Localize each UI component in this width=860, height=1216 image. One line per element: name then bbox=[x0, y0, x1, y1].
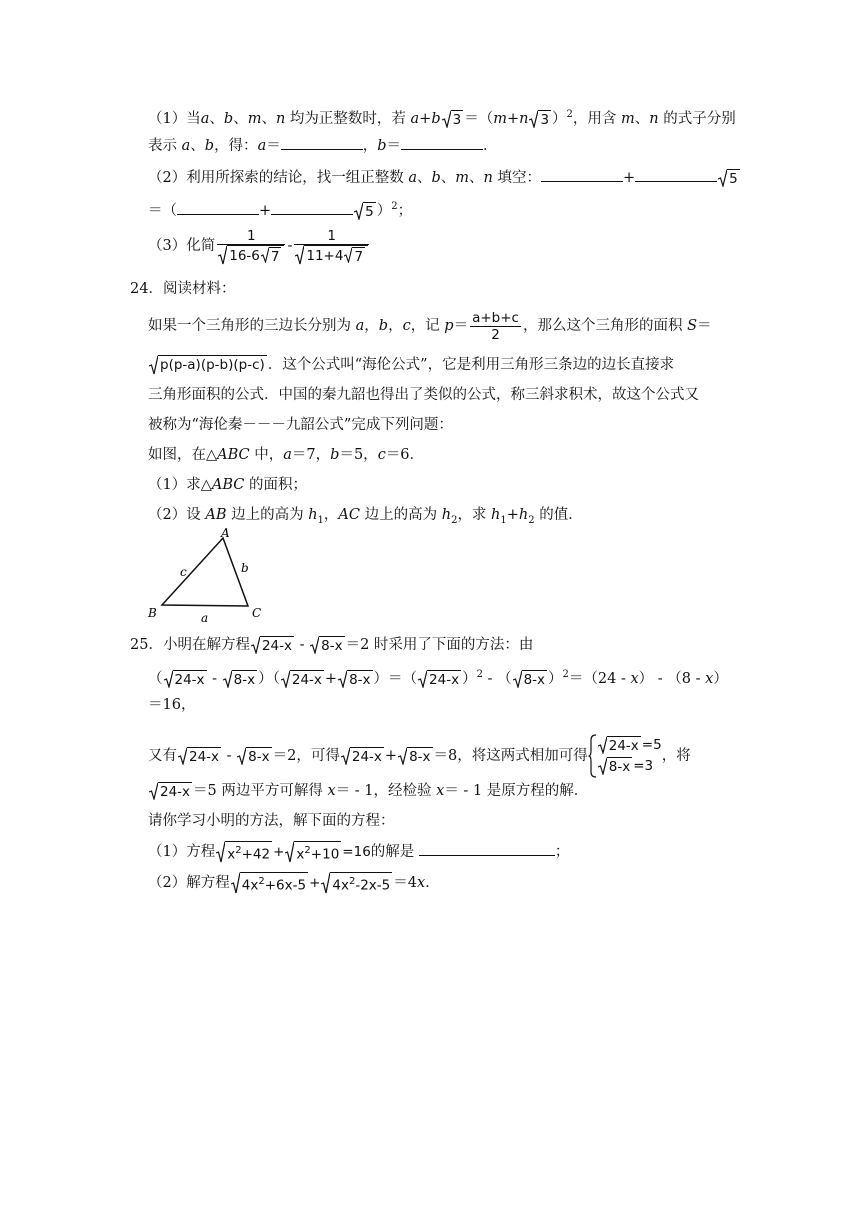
q24-line4: 被称为“海伦秦－－－九韶公式”完成下列问题： bbox=[148, 417, 453, 433]
answer-blank-4[interactable] bbox=[271, 199, 353, 215]
radical: 5 bbox=[354, 202, 376, 220]
q25-line3: ＝16， bbox=[148, 697, 196, 713]
q25-line1: 25．小明在解方程 24-x - 8-x ＝2 时采用了下面的方法：由 bbox=[130, 637, 534, 654]
fraction-2: 1 11+4 7 bbox=[294, 228, 369, 265]
answer-blank-3[interactable] bbox=[177, 199, 259, 215]
q24-line5: 如图，在△ABC 中，a＝7，b＝5，c＝6． bbox=[148, 447, 425, 463]
q24-line3: 三角形面积的公式．中国的秦九韶也得出了类似的公式，称三斜求积术，故这个公式又 bbox=[148, 387, 699, 403]
side-c-label: c bbox=[180, 565, 187, 579]
vertex-c-label: C bbox=[252, 606, 262, 620]
q24-line2: p(p-a)(p-b)(p-c) ．这个公式叫“海伦公式”，它是利用三角形三条边的边长直接求 bbox=[148, 354, 674, 376]
q25-line4: 又有 24-x - 8-x ＝2，可得 24-x + 8-x ＝8，将这两式相加可得 24-x =5 8-x =3 ，将 bbox=[148, 732, 691, 780]
answer-blank-1[interactable] bbox=[541, 166, 623, 182]
side-a-label: a bbox=[201, 611, 209, 625]
q24-title: 24．阅读材料： bbox=[130, 281, 236, 297]
radical-heron: p(p-a)(p-b)(p-c) bbox=[149, 355, 267, 375]
vertex-b-label: B bbox=[148, 606, 157, 620]
side-b-label: b bbox=[241, 561, 249, 575]
radical: 5 bbox=[718, 169, 740, 187]
q23-part1-line2: 表示 a、b，得：a＝ ，b＝ ． bbox=[148, 134, 498, 157]
q25-line5: 24-x ＝5 两边平方可解得 x＝ - 1，经检验 x＝ - 1 是原方程的解． bbox=[148, 780, 588, 802]
q24-line1: 如果一个三角形的三边长分别为 a，b，c，记 p＝ $\frac{a+b+c}{2}$ ，那么这个三角形的面积 S＝ bbox=[148, 309, 712, 343]
radical: 3 bbox=[529, 110, 551, 128]
q23-part2-line1: （2）利用所探索的结论，找一组正整数 a、b、m、n 填空： + 5 bbox=[148, 166, 741, 189]
q25-line6: 请你学习小明的方法，解下面的方程： bbox=[148, 813, 395, 829]
q24-part1: （1）求△ABC 的面积； bbox=[148, 477, 307, 493]
q23-part3: （3）化简 1 16-6 7 - 1 11+4 7 bbox=[148, 224, 371, 268]
triangle-figure bbox=[140, 526, 280, 626]
q23-part2-line2: ＝（ + 5 ）$^2$； bbox=[148, 196, 412, 222]
answer-blank-solution[interactable] bbox=[419, 840, 555, 856]
q25-part1: （1）方程 $x^2+42$ + $x^2+10$ =16的解是 ； bbox=[148, 840, 569, 863]
vertex-a-label: A bbox=[221, 526, 230, 540]
triangle-abc bbox=[162, 538, 248, 606]
radical: 3 bbox=[442, 110, 464, 128]
fraction-1: 1 16-6 7 bbox=[217, 228, 285, 265]
answer-blank-b[interactable] bbox=[401, 134, 483, 150]
q25-part2: （2）解方程 $4x^2+6x-5$ + $4x^2-2x-5$ ＝4x． bbox=[148, 872, 440, 894]
q25-line2: （ 24-x - 8-x ）（ 24-x + 8-x ）＝（ 24-x ）$^2$ - （ 8-x ）$^2$＝（24 - x） - （8 - x） bbox=[148, 669, 728, 688]
q24-part2: （2）设 AB 边上的高为 $h_1$，AC 边上的高为 $h_2$，求 $h_1+h_2$ 的值． bbox=[148, 507, 583, 526]
q23-part1-line1: （1）当a、b、m、n 均为正整数时，若 a+b 3 ＝（m+n 3 ）$^2$，用含 m、n 的式子分别 bbox=[148, 109, 736, 128]
equation-system: 24-x =5 8-x =3 bbox=[588, 734, 662, 778]
fraction-p: $\frac{a+b+c}{2}$ bbox=[472, 309, 519, 343]
answer-blank-a[interactable] bbox=[281, 134, 363, 150]
answer-blank-2[interactable] bbox=[635, 166, 717, 182]
